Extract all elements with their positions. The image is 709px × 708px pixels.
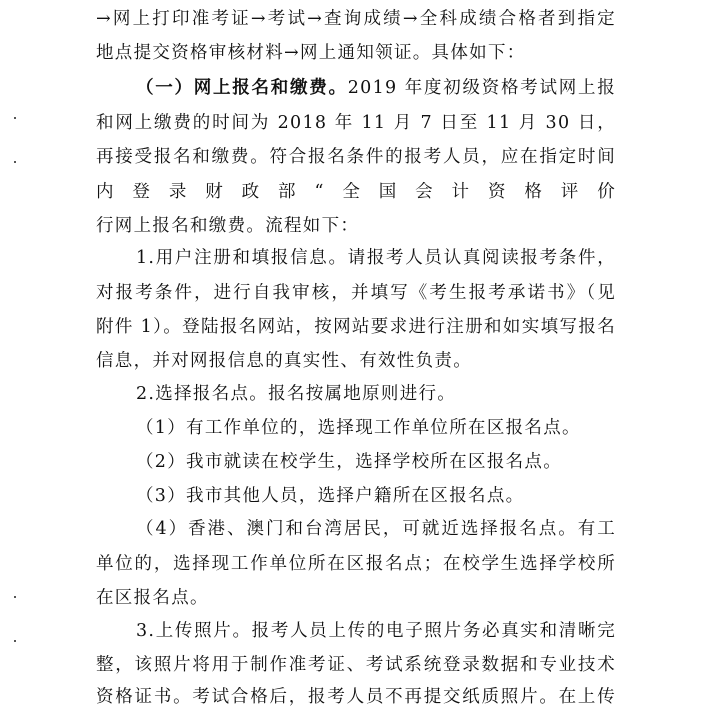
- text-line: （1）有工作单位的，选择现工作单位所在区报名点。: [136, 418, 581, 438]
- margin-mark: [14, 596, 16, 598]
- margin-mark: [14, 640, 16, 642]
- text-line: 和网上缴费的时间为 2018 年 11 月 7 日至 11 月 30 日，: [96, 113, 616, 133]
- section-heading: （一）网上报名和缴费。: [136, 78, 348, 98]
- text-line: 对报考条件，进行自我审核，并填写《考生报考承诺书》（见: [96, 283, 616, 303]
- text-line: 资格证书。考试合格后，报考人员不再提交纸质照片。在上传: [96, 687, 616, 707]
- text-line: →网上打印准考证→考试→查询成绩→全科成绩合格者到指定: [96, 9, 616, 29]
- text-line: 3.上传照片。报考人员上传的电子照片务必真实和清晰完: [136, 621, 616, 641]
- text-line: 整，该照片将用于制作准考证、考试系统登录数据和专业技术: [96, 655, 616, 675]
- text-line: （2）我市就读在校学生，选择学校所在区报名点。: [136, 452, 563, 472]
- text-line: 1.用户注册和填报信息。请报考人员认真阅读报考条件，: [136, 248, 616, 268]
- section-heading-line: （一）网上报名和缴费。2019 年度初级资格考试网上报: [136, 78, 616, 98]
- text-line: 2.选择报名点。报名按属地原则进行。: [136, 384, 457, 404]
- margin-mark: [14, 117, 16, 119]
- text-line: 行网上报名和缴费。流程如下：: [96, 216, 360, 236]
- text-line: 再接受报名和缴费。符合报名条件的报考人员，应在指定时间: [96, 147, 616, 167]
- text-line: 内登录财政部“全国会计资格评价: [96, 182, 616, 202]
- text-line: （3）我市其他人员，选择户籍所在区报名点。: [136, 486, 525, 506]
- text-line: 单位的，选择现工作单位所在区报名点；在校学生选择学校所: [96, 554, 616, 574]
- text-line: 地点提交资格审核材料→网上通知领证。具体如下：: [96, 43, 526, 63]
- text-line: 附件 1）。登陆报名网站，按网站要求进行注册和如实填写报名: [96, 317, 616, 337]
- margin-mark: [14, 161, 16, 163]
- text-line: 在区报名点。: [96, 588, 209, 608]
- text-line: 信息，并对网报信息的真实性、有效性负责。: [96, 351, 472, 371]
- text-line: （4）香港、澳门和台湾居民，可就近选择报名点。有工: [136, 519, 616, 539]
